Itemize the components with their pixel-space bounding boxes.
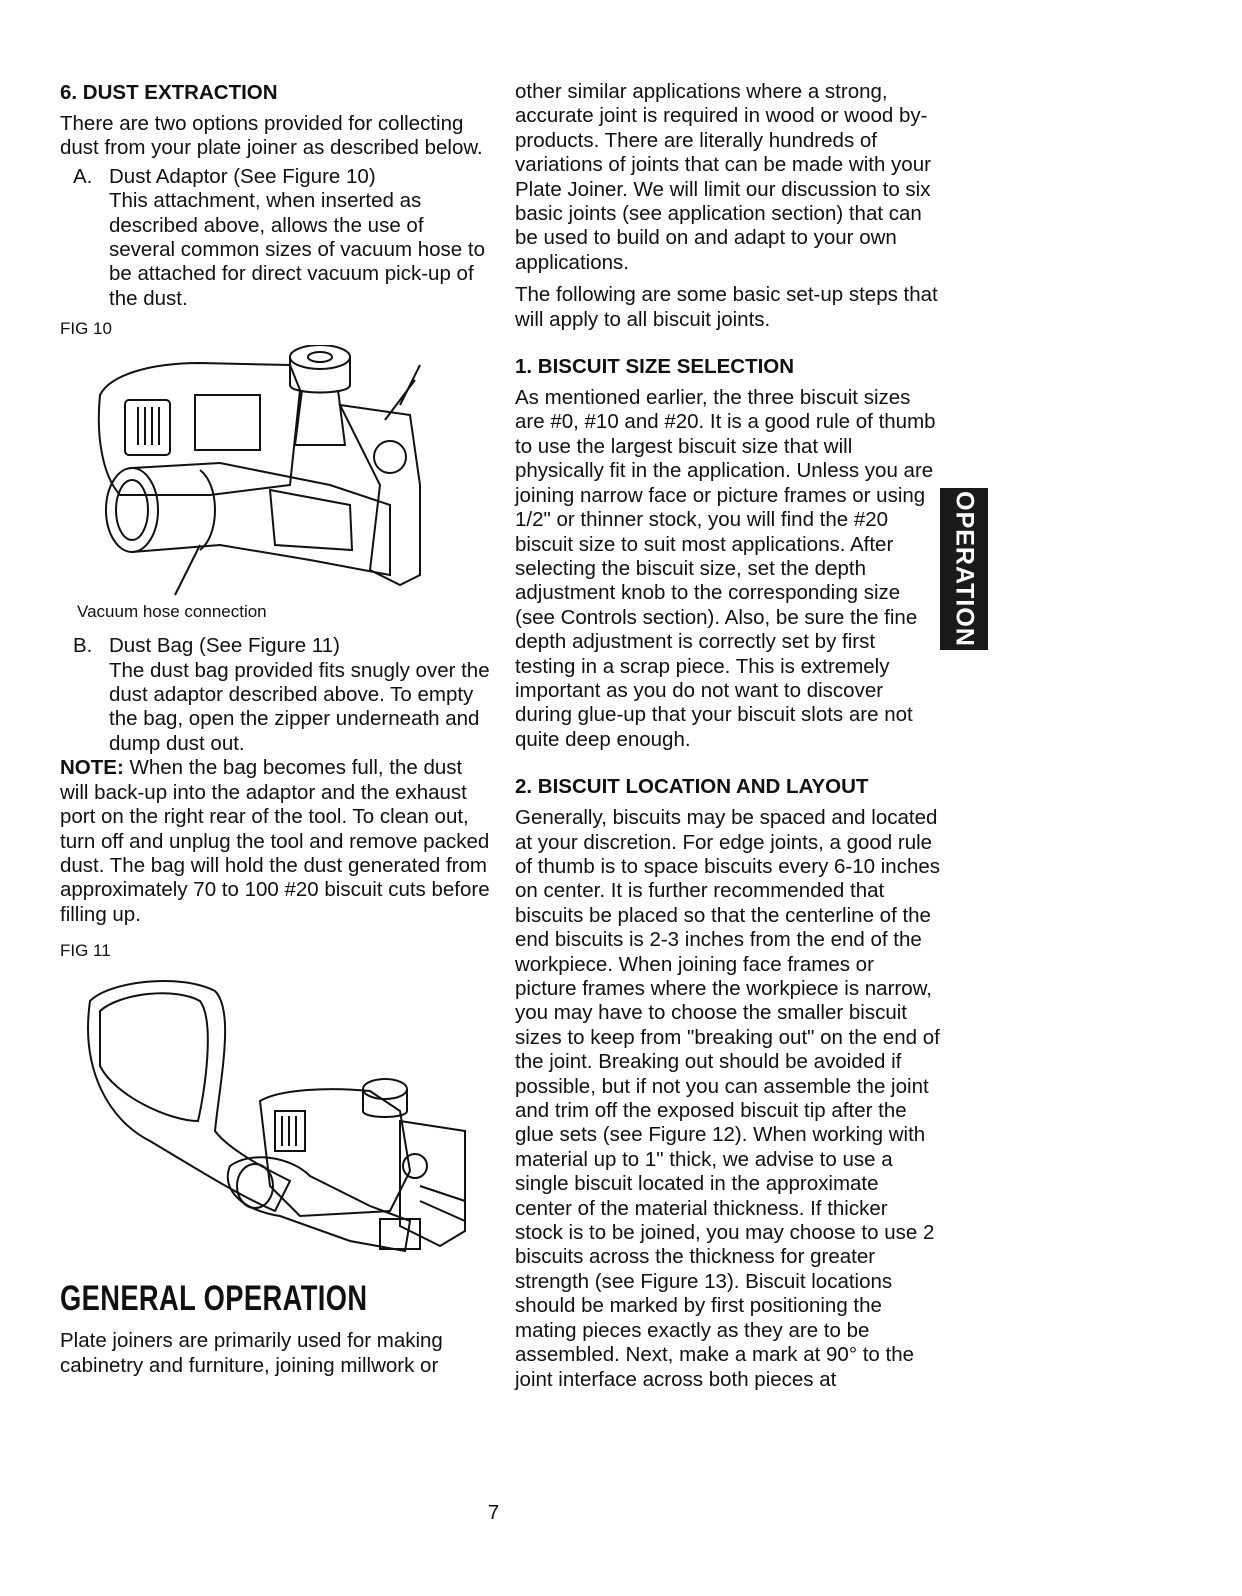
continued-paragraph: other similar applications where a strong, accurate joint is required in wood or wood by-products. There are literally hundreds of variations of joints that can be made with your Plate Joiner. We will limit our discussion to six basic joints (see application section) that can be used to build on and adapt to your own applications. [515,80,931,274]
item-b-body: The dust bag provided fits snugly over the dust adaptor described above. To empty the bag, open the zipper underneath and dump dust out. [109,658,490,755]
plate-joiner-dust-bag-image [70,971,470,1271]
note-label: NOTE: [60,756,124,780]
general-operation-body: Plate joiners are primarily used for making cabinetry and furniture, joining millwork or [60,1329,443,1377]
biscuit-location-paragraph: Generally, biscuits may be spaced and located at your discretion. For edge joints, a good rule of thumb is to space biscuits every 6-10 inches on center. It is further recommended that biscuits be placed so that the centerline of the end biscuits is 2-3 inches from the end of the workpiece. When joining face frames or picture frames where the workpiece is narrow, you may have to choose the smaller biscuit sizes to keep from "breaking out" on the end of the joint. Breaking out should be avoided if possible, but if not you can assemble the joint and trim off the exposed biscuit tip after the glue sets (see Figure 12). When working with material up to 1" thick, we advise to use a single biscuit located in the approximate center of the material thickness. If thicker stock is to be joined, you may choose to use 2 biscuits across the thickness for greater strength (see Figure 13). Biscuit locations should be marked by first positioning the mating pieces exactly as they are to be assembled. Next, make a mark at 90° to the joint interface across both pieces at [515,806,941,1391]
fig11-label: FIG 11 [60,941,111,961]
biscuit-size-heading: 1. BISCUIT SIZE SELECTION [515,355,795,379]
item-b-title: Dust Bag (See Figure 11) [109,634,340,658]
biscuit-location-heading: 2. BISCUIT LOCATION AND LAYOUT [515,775,869,799]
note-body: When the bag becomes full, the dust will back-up into the adaptor and the exhaust port on the right rear of the tool. To clean out, turn off and unplug the tool and remove packed dust. The bag will hold the dust generated from approximately 70 to 100 #20 biscuit cuts before filling up. [60,756,490,926]
fig10-illustration [90,345,490,600]
item-b-label: B. [73,634,93,658]
fig11-illustration [70,971,490,1271]
fig10-label: FIG 10 [60,319,112,339]
item-a-title: Dust Adaptor (See Figure 10) [109,164,376,188]
side-tab-label: OPERATION [950,491,979,647]
item-a-label: A. [73,164,93,188]
plate-joiner-dust-adaptor-image [90,345,430,600]
item-a [60,165,490,311]
dust-intro-paragraph: There are two options provided for collecting dust from your plate joiner as described below. [60,112,483,160]
item-a-body: This attachment, when inserted as described above, allows the use of several common sizes of vacuum hose to be attached for direct vacuum pick-up of the dust. [109,189,485,310]
general-operation-heading: GENERAL OPERATION [60,1279,368,1319]
item-b [60,634,490,756]
dust-extraction-heading: 6. DUST EXTRACTION [60,81,278,104]
page-number: 7 [488,1502,500,1524]
operation-side-tab [940,488,988,650]
note-paragraph [60,756,490,927]
biscuit-size-paragraph: As mentioned earlier, the three biscuit sizes are #0, #10 and #20. It is a good rule of thumb to use the largest biscuit size that will physically fit in the application. Unless you are joining narrow face or picture frames or using 1/2" or thinner stock, you will find the #20 biscuit size to suit most applications. After selecting the biscuit size, set the depth adjustment knob to the corresponding size (see Controls section). Also, be sure the fine depth adjustment is correctly set by first testing in a scrap piece. This is extremely important as you do not want to discover during glue-up that your biscuit slots are not quite deep enough. [515,386,936,751]
left-column [60,80,490,1378]
right-column [515,80,940,1392]
fig10-caption: Vacuum hose connection [77,602,267,622]
setup-paragraph: The following are some basic set-up steps that will apply to all biscuit joints. [515,283,938,331]
